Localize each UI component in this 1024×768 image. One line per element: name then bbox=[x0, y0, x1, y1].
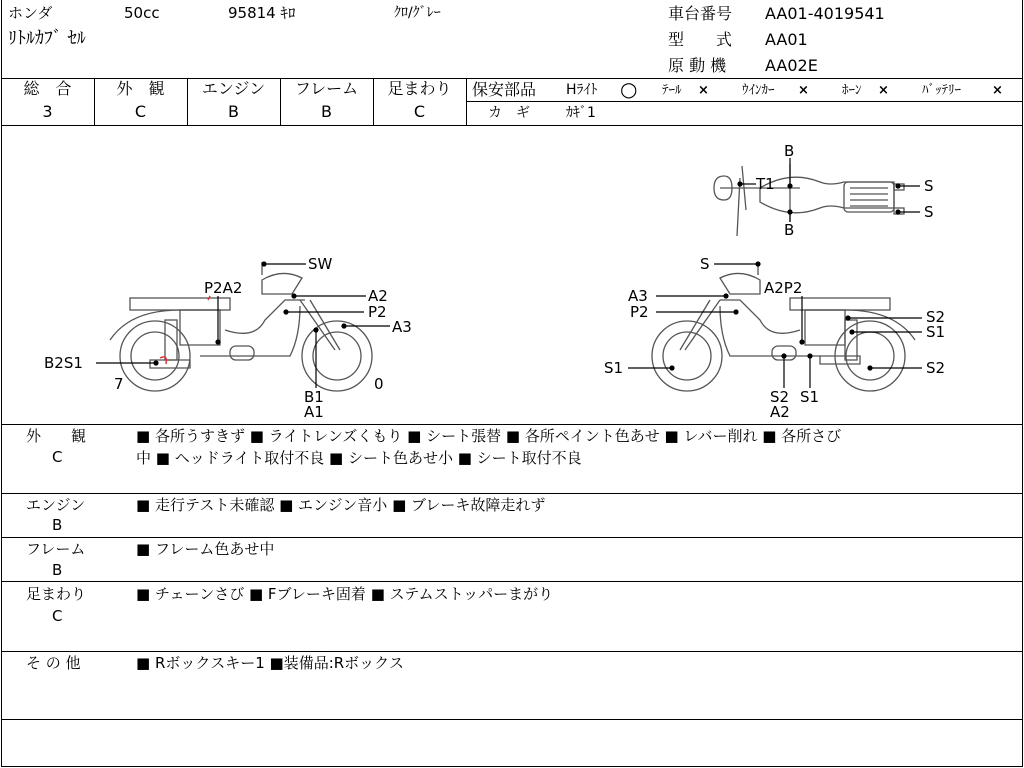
left-label-b2s1: B2S1 bbox=[44, 354, 83, 372]
remark-label: そ の 他 bbox=[26, 654, 81, 672]
horn-mark: × bbox=[878, 83, 889, 98]
key-label: カ ギ bbox=[488, 105, 530, 121]
top-label-s1: S bbox=[924, 177, 934, 195]
horn-label: ﾎｰﾝ bbox=[842, 83, 862, 98]
safety-label: 保安部品 bbox=[472, 80, 537, 99]
remark-text: ■ フレーム色あせ中 bbox=[136, 540, 275, 558]
exterior-label: 外 観 bbox=[116, 79, 165, 98]
key-value: ｶｷﾞ1 bbox=[566, 105, 596, 121]
right-label-s2c: S2 bbox=[770, 388, 790, 406]
left-label-0: 0 bbox=[374, 375, 384, 393]
right-label-a2p2: A2P2 bbox=[764, 279, 803, 297]
divider bbox=[1, 651, 1022, 652]
remark-label: フレーム bbox=[26, 540, 86, 558]
right-label-a3: A3 bbox=[628, 287, 648, 305]
divider bbox=[466, 101, 1022, 102]
divider bbox=[1, 493, 1022, 494]
exterior-value: C bbox=[134, 102, 147, 121]
remark-text: ■ 走行テスト未確認 ■ エンジン音小 ■ ブレーキ故障走れず bbox=[136, 496, 546, 514]
suspension-value: C bbox=[413, 102, 426, 121]
maker: ホンダ bbox=[8, 4, 53, 22]
divider bbox=[1, 719, 1022, 720]
remark-text: ■ チェーンさび ■ Fブレーキ固着 ■ ステムストッパーまがり bbox=[136, 585, 554, 603]
frame-no-value: AA01-4019541 bbox=[765, 4, 885, 23]
engine-model-label: 原 動 機 bbox=[668, 56, 727, 75]
divider bbox=[1, 581, 1022, 582]
left-label-p2a2: P2A2 bbox=[204, 279, 243, 297]
remark-label: エンジン bbox=[26, 496, 86, 514]
mileage: 95814 ｷﾛ bbox=[228, 4, 296, 22]
overall-label: 総 合 bbox=[23, 79, 72, 98]
battery-mark: × bbox=[992, 83, 1003, 98]
remark-text: ■ 各所うすきず ■ ライトレンズくもり ■ シート張替 ■ 各所ペイント色あせ ■ レバー削れ ■ 各所さび bbox=[136, 427, 842, 445]
battery-label: ﾊﾞｯﾃﾘｰ bbox=[922, 83, 961, 98]
remark-grade: C bbox=[52, 448, 63, 466]
engine-label: エンジン bbox=[201, 79, 266, 98]
remark-grade: C bbox=[52, 607, 63, 625]
top-label-s2: S bbox=[924, 203, 934, 221]
headlight-mark: ○ bbox=[620, 77, 638, 101]
divider bbox=[1, 537, 1022, 538]
color: ｸﾛ/ｸﾞﾚｰ bbox=[394, 5, 441, 21]
type-label: 型 式 bbox=[668, 30, 733, 49]
remark-grade: B bbox=[52, 516, 63, 534]
headlight-label: Hﾗｲﾄ bbox=[566, 82, 598, 98]
left-label-7: 7 bbox=[114, 375, 124, 393]
displacement: 50cc bbox=[124, 4, 160, 22]
right-label-s1b: S1 bbox=[604, 359, 624, 377]
tail-label: ﾃｰﾙ bbox=[662, 83, 682, 98]
left-label-a3: A3 bbox=[392, 318, 412, 336]
left-label-b1: B1 bbox=[304, 388, 324, 406]
winker-mark: × bbox=[798, 83, 809, 98]
top-view-scooter-icon bbox=[714, 164, 904, 236]
suspension-label: 足まわり bbox=[387, 79, 452, 98]
frame-value: B bbox=[321, 102, 332, 121]
frame-label: フレーム bbox=[294, 79, 359, 98]
winker-label: ｳｲﾝｶｰ bbox=[742, 83, 775, 98]
right-label-s1c: S1 bbox=[800, 388, 820, 406]
top-label-t1: T1 bbox=[756, 175, 775, 193]
right-label-a2: A2 bbox=[770, 403, 790, 421]
left-label-sw: SW bbox=[308, 255, 333, 273]
remark-text: 中 ■ ヘッドライト取付不良 ■ シート色あせ小 ■ シート取付不良 bbox=[136, 449, 582, 467]
right-label-s1a: S1 bbox=[926, 323, 946, 341]
type-value: AA01 bbox=[765, 30, 808, 49]
left-label-p2: P2 bbox=[368, 303, 387, 321]
right-label-s: S bbox=[700, 255, 710, 273]
overall-value: 3 bbox=[42, 102, 53, 121]
right-label-p2: P2 bbox=[630, 303, 649, 321]
frame-no-label: 車台番号 bbox=[668, 4, 733, 23]
engine-value: B bbox=[228, 102, 239, 121]
remark-grade: B bbox=[52, 561, 63, 579]
scooter-diagram bbox=[0, 126, 1024, 424]
right-label-s2a: S2 bbox=[926, 308, 946, 326]
divider bbox=[1, 424, 1022, 425]
divider bbox=[466, 78, 467, 125]
remark-label: 足まわり bbox=[26, 585, 87, 603]
right-label-s2b: S2 bbox=[926, 359, 946, 377]
engine-model-value: AA02E bbox=[765, 56, 818, 75]
left-label-a2: A2 bbox=[368, 287, 388, 305]
remark-text: ■ Rボックスキー1 ■装備品:Rボックス bbox=[136, 654, 405, 672]
top-label-b2: B bbox=[784, 221, 795, 239]
tail-mark: × bbox=[698, 83, 709, 98]
model-name: ﾘﾄﾙｶﾌﾞ ｾﾙ bbox=[8, 28, 86, 49]
remark-label: 外 観 bbox=[26, 427, 87, 445]
left-label-a1: A1 bbox=[304, 403, 324, 421]
top-label-b1: B bbox=[784, 142, 795, 160]
